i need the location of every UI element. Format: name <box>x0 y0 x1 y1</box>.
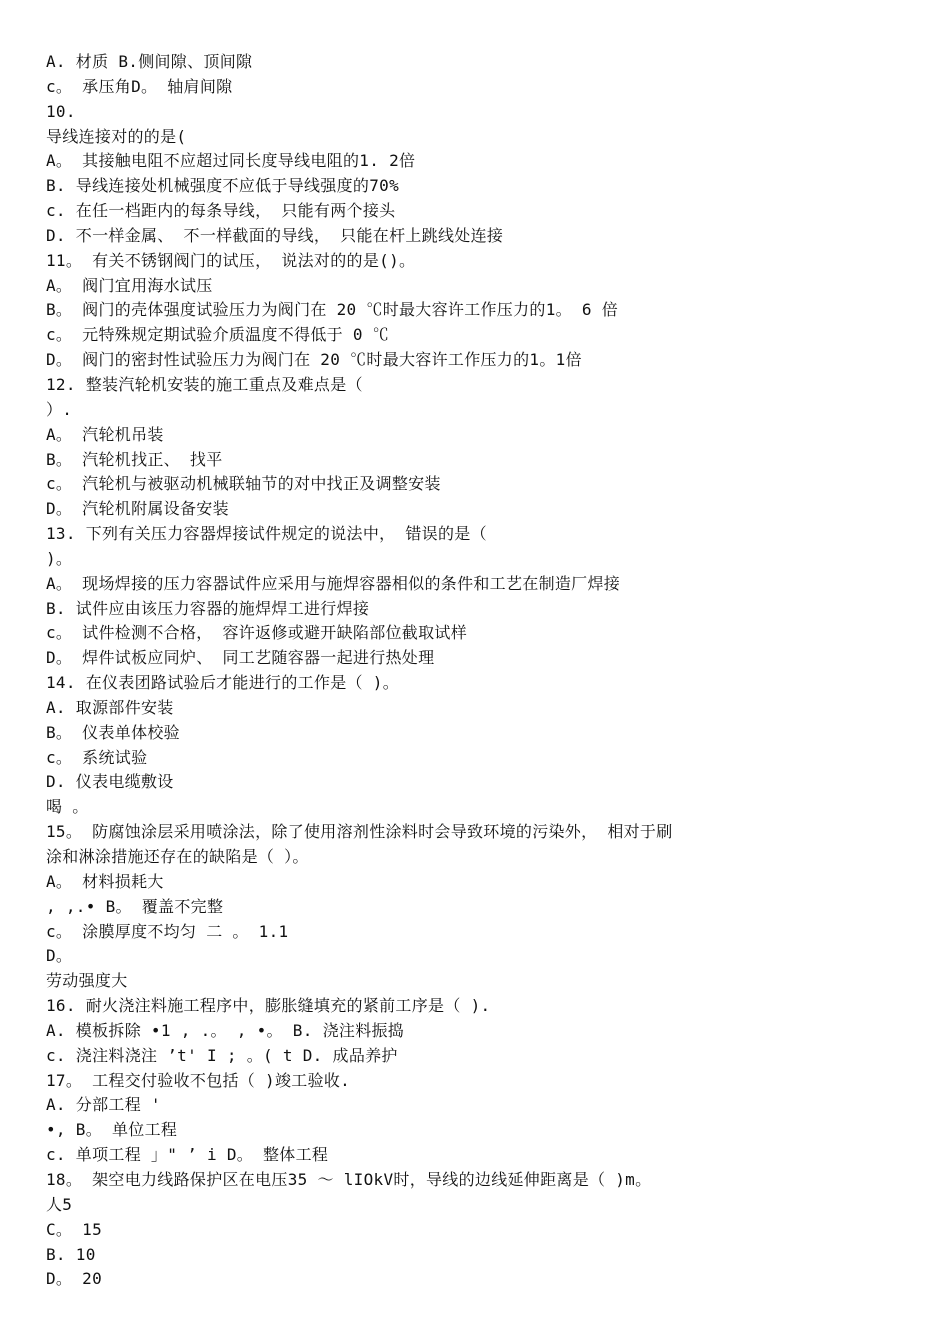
text-line: A。 材料损耗大 <box>46 871 164 891</box>
text-line: C。 15 <box>46 1219 103 1239</box>
text-line: B. 10 <box>46 1244 96 1264</box>
text-line: D. 仪表电缆敷设 <box>46 772 174 792</box>
text-line: D。 汽轮机附属设备安装 <box>46 499 229 519</box>
text-line: A。 汽轮机吊装 <box>46 424 164 444</box>
text-line: A。 阀门宜用海水试压 <box>46 275 213 295</box>
text-line: 18。 架空电力线路保护区在电压35 ～ lIOkV时，导线的边线延伸距离是（ )m。 <box>46 1169 652 1189</box>
text-line: )。 <box>46 548 73 568</box>
text-line: 导线连接对的的是( <box>46 126 187 146</box>
text-line: ）. <box>46 399 73 419</box>
text-line: 14. 在仪表团路试验后才能进行的工作是（ )。 <box>46 673 399 693</box>
text-line: A. 材质 B.侧间隙、顶间隙 <box>46 52 253 71</box>
text-line: A. 取源部件安装 <box>46 697 174 717</box>
text-line: B。 仪表单体校验 <box>46 722 180 742</box>
text-line: 劳动强度大 <box>46 971 128 991</box>
text-line: 11。 有关不锈钢阀门的试压， 说法对的的是()。 <box>46 250 416 270</box>
text-line: 13. 下列有关压力容器焊接试件规定的说法中， 错误的是（ <box>46 524 487 544</box>
text-line: A. 模板拆除 •1 , .。 , •。 B. 浇注料振捣 <box>46 1020 405 1040</box>
text-line: 16. 耐火浇注料施工程序中，膨胀缝填充的紧前工序是（ ). <box>46 996 491 1016</box>
text-line: c。 元特殊规定期试验介质温度不得低于 0 ℃ <box>46 325 390 345</box>
text-line: A。 现场焊接的压力容器试件应采用与施焊容器相似的条件和工艺在制造厂焊接 <box>46 573 621 593</box>
text-line: 12. 整装汽轮机安装的施工重点及难点是（ <box>46 374 363 394</box>
text-line: , ,.• B。 覆盖不完整 <box>46 896 224 916</box>
text-line: c. 单项工程 」" ’ i D。 整体工程 <box>46 1145 329 1165</box>
text-line: c。 试件检测不合格， 容许返修或避开缺陷部位截取试样 <box>46 623 467 643</box>
text-line: c。 承压角D。 轴肩间隙 <box>46 76 233 96</box>
text-line: D。 阀门的密封性试验压力为阀门在 20 ℃时最大容许工作压力的1。1倍 <box>46 350 582 370</box>
text-line: 涂和淋涂措施还存在的缺陷是（ ）。 <box>46 847 309 866</box>
text-line: D。 焊件试板应同炉、 同工艺随容器一起进行热处理 <box>46 648 435 668</box>
text-line: 17。 工程交付验收不包括（ )竣工验收. <box>46 1070 351 1090</box>
text-line: 10. <box>46 101 76 121</box>
text-line: A。 其接触电阻不应超过同长度导线电阻的1. 2倍 <box>46 151 416 171</box>
text-line: D。 20 <box>46 1269 103 1289</box>
text-line: c。 汽轮机与被驱动机械联轴节的对中找正及调整安装 <box>46 474 441 494</box>
text-line: B. 导线连接处机械强度不应低于导线强度的70% <box>46 176 399 196</box>
text-line: •, B。 单位工程 <box>46 1120 178 1140</box>
text-line: 人5 <box>46 1194 73 1214</box>
text-line: 15。 防腐蚀涂层采用喷涂法，除了使用溶剂性涂料时会导致环境的污染外， 相对于刷 <box>46 822 673 842</box>
text-line: D. 不一样金属、 不一样截面的导线， 只能在杆上跳线处连接 <box>46 225 504 245</box>
text-line: 喝 。 <box>46 797 89 817</box>
text-line: c。 涂膜厚度不均匀 二 。 1.1 <box>46 921 289 941</box>
text-line: c. 在任一档距内的每条导线， 只能有两个接头 <box>46 201 396 221</box>
document-page <box>46 50 926 1292</box>
text-line: D。 <box>46 946 73 966</box>
text-line: B. 试件应由该压力容器的施焊焊工进行焊接 <box>46 598 370 618</box>
text-line: A. 分部工程 ' <box>46 1095 161 1115</box>
text-line: B。 阀门的壳体强度试验压力为阀门在 20 ℃时最大容许工作压力的1。 6 倍 <box>46 300 619 320</box>
text-line: c。 系统试验 <box>46 747 148 767</box>
text-line: c. 浇注料浇注 ’t' I ; 。( t D. 成品养护 <box>46 1045 398 1065</box>
text-line: B。 汽轮机找正、 找平 <box>46 449 223 469</box>
